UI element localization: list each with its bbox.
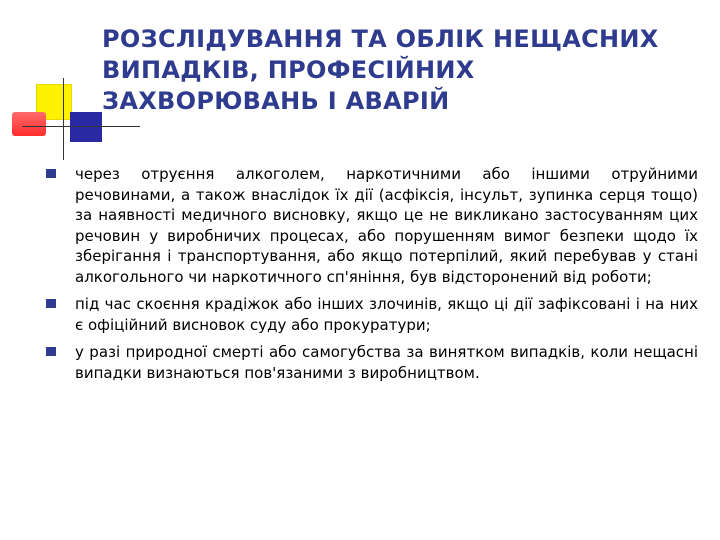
bullet-text: у разі природної смерті або самогубства за винятком випадків, коли нещасні випадки визнаються пов'язаними з виробництвом. bbox=[75, 343, 698, 382]
decorative-blue-square bbox=[70, 112, 102, 142]
decorative-red-square bbox=[12, 112, 46, 136]
square-bullet-icon bbox=[46, 299, 56, 308]
square-bullet-icon bbox=[46, 169, 56, 178]
bullet-list bbox=[46, 164, 698, 390]
decorative-vertical-line bbox=[63, 78, 64, 160]
bullet-text: під час скоєння крадіжок або інших злочинів, якщо ці дії зафіксовані і на них є офіційний висновок суду або прокуратури; bbox=[75, 295, 698, 334]
bullet-item bbox=[46, 342, 698, 383]
slide-title: РОЗСЛІДУВАННЯ ТА ОБЛІК НЕЩАСНИХ ВИПАДКІВ, ПРОФЕСІЙНИХ ЗАХВОРЮВАНЬ І АВАРІЙ bbox=[102, 25, 659, 115]
bullet-item bbox=[46, 294, 698, 335]
bullet-text: через отруєння алкоголем, наркотичними або іншими отруйними речовинами, а також внаслідок їх дії (асфіксія, інсульт, зупинка серця тощо) за наявності медичного висновку, якщо це не викликано застосуванням цих речовин у виробничих процесах, або порушенням вимог безпеки щодо їх зберігання і транспортування, або якщо потерпілий, який перебував у стані алкогольного чи наркотичного сп'яніння, був відсторонений від роботи; bbox=[75, 165, 698, 286]
square-bullet-icon bbox=[46, 347, 56, 356]
bullet-item bbox=[46, 164, 698, 287]
